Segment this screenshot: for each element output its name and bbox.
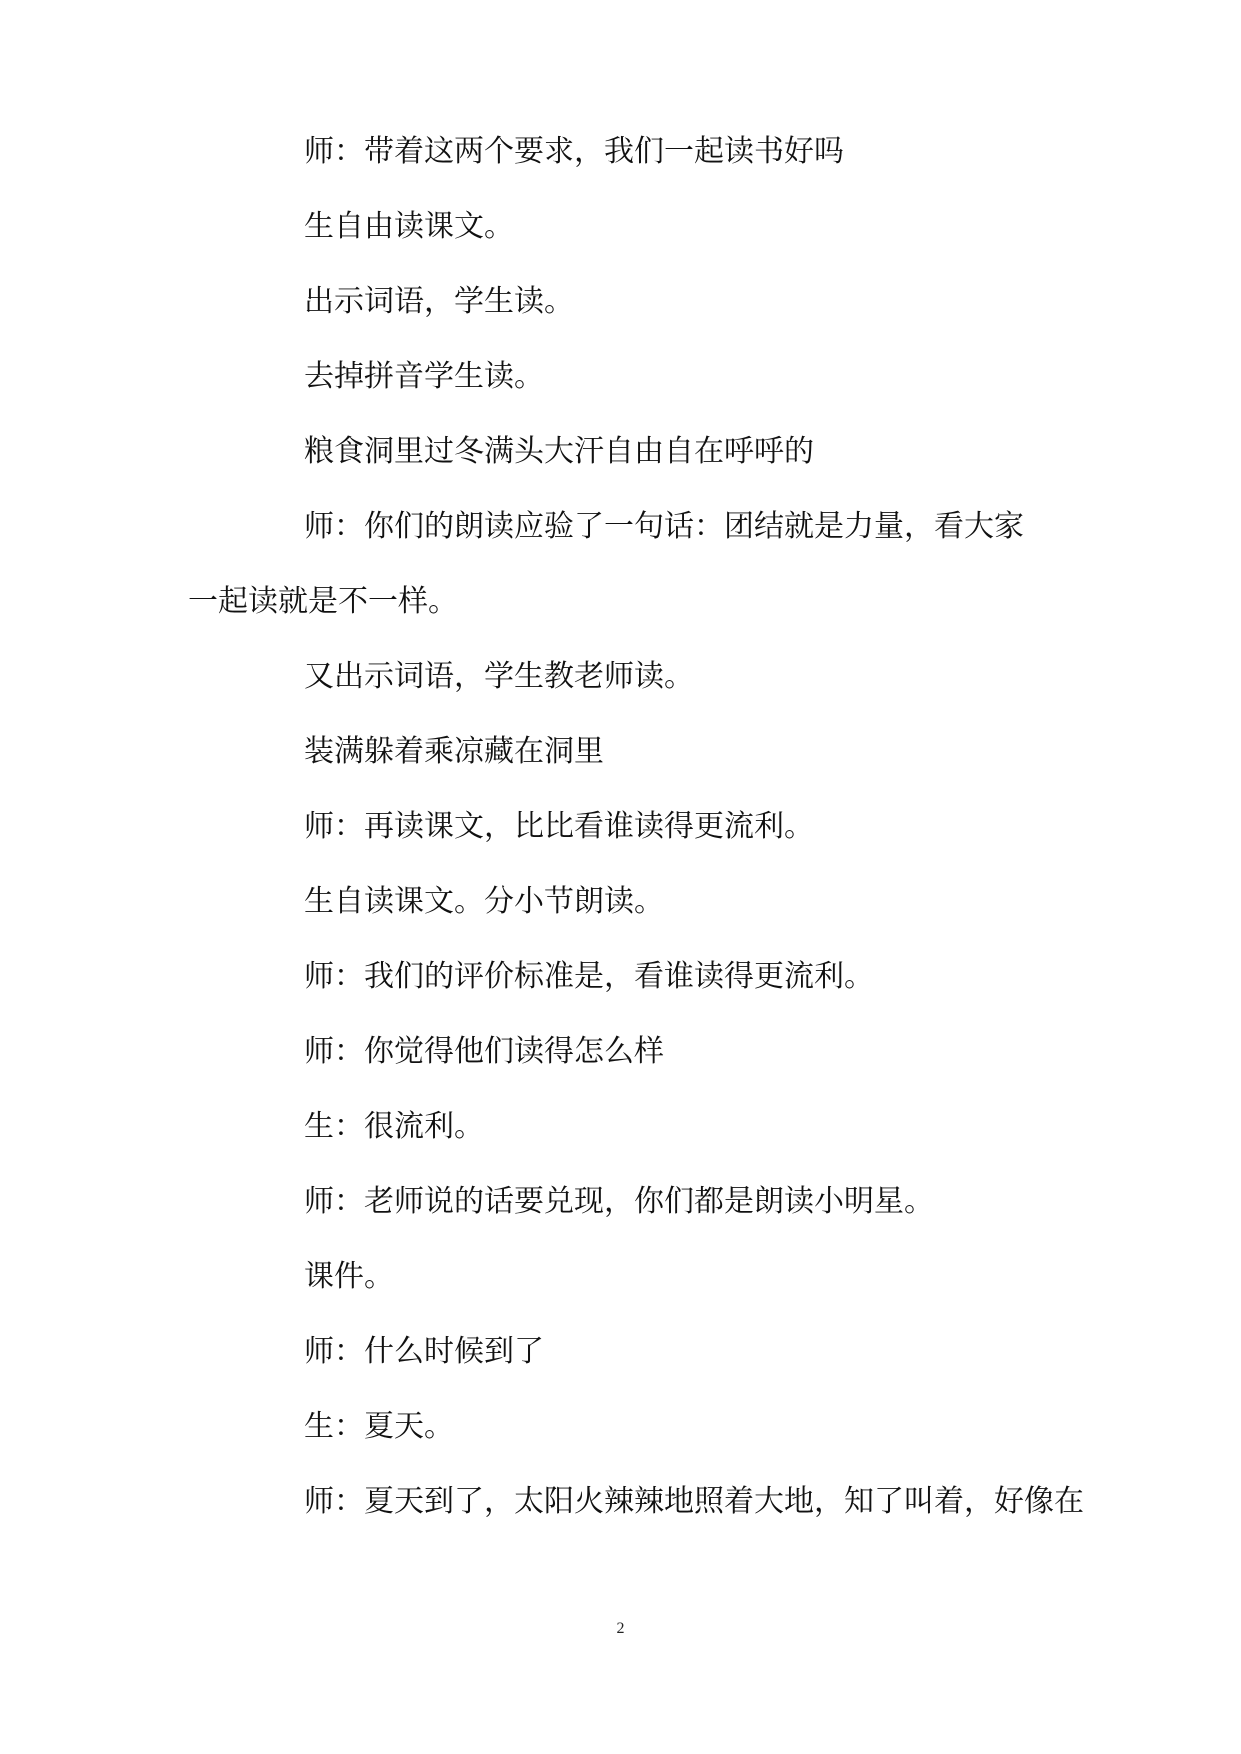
paragraph: 去掉拼音学生读。 — [304, 359, 544, 394]
paragraph: 生：夏天。 — [304, 1409, 454, 1444]
paragraph: 师：你觉得他们读得怎么样 — [304, 1034, 664, 1069]
paragraph: 又出示词语，学生教老师读。 — [304, 659, 694, 694]
paragraph: 生自读课文。分小节朗读。 — [304, 884, 664, 919]
paragraph: 师：老师说的话要兑现，你们都是朗读小明星。 — [304, 1184, 934, 1219]
paragraph: 课件。 — [304, 1259, 394, 1294]
paragraph: 师：夏天到了，太阳火辣辣地照着大地，知了叫着，好像在 — [304, 1484, 1084, 1519]
paragraph: 师：再读课文，比比看谁读得更流利。 — [304, 809, 814, 844]
paragraph: 装满躲着乘凉藏在洞里 — [304, 734, 604, 769]
paragraph: 生：很流利。 — [304, 1109, 484, 1144]
paragraph: 粮食洞里过冬满头大汗自由自在呼呼的 — [304, 434, 814, 469]
paragraph: 出示词语，学生读。 — [304, 284, 574, 319]
paragraph: 师：带着这两个要求，我们一起读书好吗 — [304, 134, 844, 169]
paragraph: 生自由读课文。 — [304, 209, 514, 244]
paragraph: 师：我们的评价标准是，看谁读得更流利。 — [304, 959, 874, 994]
page-number: 2 — [616, 1620, 625, 1637]
paragraph: 师：什么时候到了 — [304, 1334, 544, 1369]
paragraph: 师：你们的朗读应验了一句话：团结就是力量，看大家一起读就是不一样。 — [188, 509, 1024, 619]
